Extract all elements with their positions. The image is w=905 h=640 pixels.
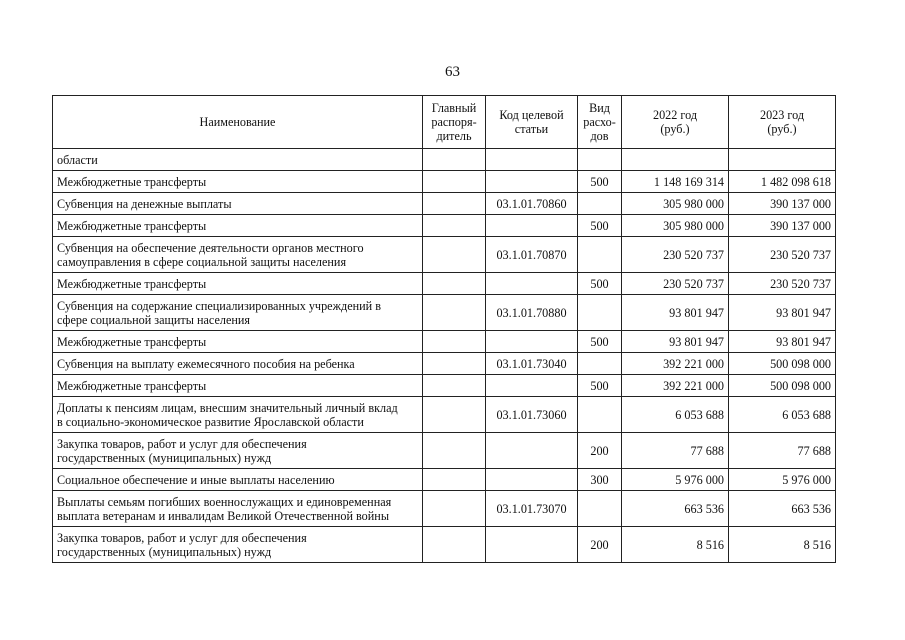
cell-vid [578,237,622,273]
cell-vid [578,397,622,433]
cell-name-line: государственных (муниципальных) нужд [57,450,272,465]
cell-name-line: Субвенция на денежные выплаты [57,196,232,211]
cell-vid: 500 [578,215,622,237]
table-row [53,527,836,563]
cell-vid [578,295,622,331]
cell-vid: 200 [578,527,622,563]
header-line: (руб.) [767,122,797,136]
cell-2023: 77 688 [729,433,836,469]
table-row [53,193,836,215]
header-line: Главный [431,101,477,115]
cell-2022: 5 976 000 [622,469,729,491]
cell-glavny [423,433,486,469]
cell-name-line: сфере социальной защиты населения [57,312,251,327]
cell-2022: 305 980 000 [622,193,729,215]
table-row [53,331,836,353]
table-header-row [53,96,836,149]
table-row [53,375,836,397]
cell-vid [578,193,622,215]
header-2022 [622,96,729,149]
cell-kod: 03.1.01.70870 [486,237,578,273]
cell-2022: 392 221 000 [622,353,729,375]
table-row [53,397,836,433]
header-line: 2022 год [652,108,698,122]
cell-name [53,273,423,295]
cell-kod [486,527,578,563]
cell-glavny [423,331,486,353]
table-row [53,491,836,527]
cell-2022: 230 520 737 [622,273,729,295]
cell-2023: 6 053 688 [729,397,836,433]
cell-name-line: Закупка товаров, работ и услуг для обеспечения [57,530,307,545]
cell-kod: 03.1.01.73040 [486,353,578,375]
cell-glavny [423,237,486,273]
cell-vid [578,353,622,375]
cell-name [53,469,423,491]
cell-vid: 300 [578,469,622,491]
cell-name-line: государственных (муниципальных) нужд [57,544,272,559]
cell-name-line: Межбюджетные трансферты [57,218,207,233]
cell-kod: 03.1.01.70880 [486,295,578,331]
cell-2023: 8 516 [729,527,836,563]
cell-2022: 6 053 688 [622,397,729,433]
cell-glavny [423,149,486,171]
cell-2022: 1 148 169 314 [622,171,729,193]
cell-2023: 93 801 947 [729,331,836,353]
header-line: 2023 год [759,108,805,122]
table-row [53,237,836,273]
cell-glavny [423,215,486,237]
cell-vid [578,491,622,527]
cell-vid: 500 [578,171,622,193]
cell-name [53,375,423,397]
cell-name-line: Субвенция на содержание специализированных учреждений в [57,298,381,313]
header-line: Код целевой [499,108,564,122]
table-row [53,273,836,295]
cell-glavny [423,353,486,375]
cell-2022: 93 801 947 [622,331,729,353]
cell-name-line: в социально-экономическое развитие Ярославской области [57,414,364,429]
cell-vid: 200 [578,433,622,469]
cell-2023: 663 536 [729,491,836,527]
table-body [53,149,836,563]
cell-name-line: Межбюджетные трансферты [57,276,207,291]
cell-2023: 500 098 000 [729,375,836,397]
cell-vid: 500 [578,375,622,397]
header-line: дитель [436,129,472,143]
cell-kod [486,375,578,397]
cell-2022: 93 801 947 [622,295,729,331]
header-vid-raskhodov [578,96,622,149]
cell-name-line: самоуправления в сфере социальной защиты населения [57,254,347,269]
header-glavny-rasporyaditel [423,96,486,149]
cell-2023: 230 520 737 [729,273,836,295]
cell-name [53,237,423,273]
cell-name-line: выплата ветеранам и инвалидам Великой Отечественной войны [57,508,390,523]
cell-kod [486,433,578,469]
cell-kod [486,273,578,295]
cell-name [53,331,423,353]
cell-glavny [423,469,486,491]
cell-name-line: области [57,152,98,167]
cell-name-line: Межбюджетные трансферты [57,174,207,189]
cell-vid: 500 [578,331,622,353]
cell-2022 [622,149,729,171]
cell-2023: 1 482 098 618 [729,171,836,193]
cell-2022: 77 688 [622,433,729,469]
budget-table [52,95,836,563]
cell-2022: 8 516 [622,527,729,563]
header-kod-celevoy-stati [486,96,578,149]
table-row [53,433,836,469]
cell-name [53,215,423,237]
cell-glavny [423,295,486,331]
cell-kod: 03.1.01.73070 [486,491,578,527]
cell-name [53,353,423,375]
cell-glavny [423,375,486,397]
table-row [53,171,836,193]
cell-2023: 5 976 000 [729,469,836,491]
header-line: Вид [589,101,610,115]
header-line: дов [590,129,609,143]
cell-vid: 500 [578,273,622,295]
cell-kod: 03.1.01.73060 [486,397,578,433]
cell-name-line: Социальное обеспечение и иные выплаты населению [57,472,335,487]
cell-name-line: Субвенция на обеспечение деятельности органов местного [57,240,364,255]
cell-2023: 93 801 947 [729,295,836,331]
table-row [53,149,836,171]
cell-2023 [729,149,836,171]
cell-glavny [423,171,486,193]
page-number: 63 [445,64,460,80]
cell-name-line: Выплаты семьям погибших военнослужащих и единовременная [57,494,392,509]
cell-name [53,491,423,527]
table-row [53,469,836,491]
header-line: распоря- [431,115,477,129]
cell-name-line: Межбюджетные трансферты [57,378,207,393]
cell-kod [486,215,578,237]
header-line: (руб.) [660,122,690,136]
header-2023 [729,96,836,149]
header-line: статьи [514,122,549,136]
table-row [53,353,836,375]
cell-name-line: Доплаты к пенсиям лицам, внесшим значительный личный вклад [57,400,398,415]
cell-glavny [423,397,486,433]
cell-vid [578,149,622,171]
cell-kod: 03.1.01.70860 [486,193,578,215]
cell-name [53,397,423,433]
table-row [53,295,836,331]
cell-name [53,149,423,171]
cell-2023: 390 137 000 [729,193,836,215]
cell-kod [486,171,578,193]
cell-name [53,193,423,215]
cell-kod [486,331,578,353]
cell-name-line: Закупка товаров, работ и услуг для обеспечения [57,436,307,451]
cell-name [53,527,423,563]
cell-2022: 392 221 000 [622,375,729,397]
cell-name-line: Межбюджетные трансферты [57,334,207,349]
header-name: Наименование [53,96,423,149]
cell-2023: 500 098 000 [729,353,836,375]
cell-glavny [423,491,486,527]
table-row [53,215,836,237]
cell-glavny [423,193,486,215]
cell-2022: 230 520 737 [622,237,729,273]
cell-2022: 663 536 [622,491,729,527]
cell-name [53,433,423,469]
cell-name-line: Субвенция на выплату ежемесячного пособия на ребенка [57,356,355,371]
cell-2023: 390 137 000 [729,215,836,237]
cell-2022: 305 980 000 [622,215,729,237]
cell-glavny [423,273,486,295]
cell-name [53,171,423,193]
cell-kod [486,469,578,491]
cell-kod [486,149,578,171]
cell-glavny [423,527,486,563]
cell-2023: 230 520 737 [729,237,836,273]
cell-name [53,295,423,331]
header-line: расхо- [583,115,616,129]
